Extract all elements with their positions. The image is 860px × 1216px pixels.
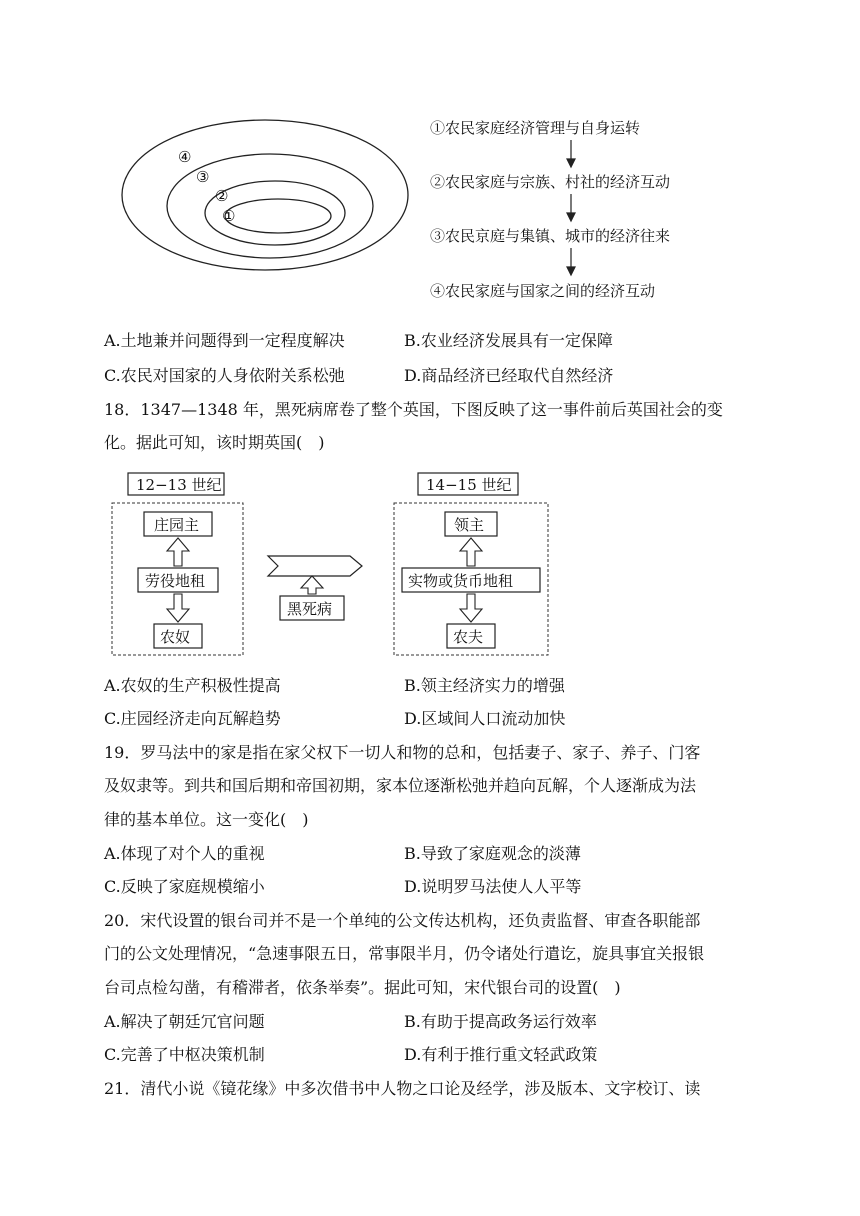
left-top-box: 庄园主 <box>154 516 200 534</box>
q18-figure <box>100 468 570 660</box>
middle-event-box: 黑死病 <box>287 600 333 618</box>
q17-figure <box>100 100 740 320</box>
left-mid-box: 劳役地租 <box>145 572 206 590</box>
q18-stem-line-2: 化。据此可知，该时期英国( ) <box>104 433 325 452</box>
flow-arrow-icon <box>567 140 575 167</box>
q18-option-c[interactable]: C.庄园经济走向瓦解趋势 <box>104 709 281 728</box>
ring-label-1: ① <box>222 207 236 225</box>
right-bottom-box: 农夫 <box>453 628 484 646</box>
arrow-up-icon <box>301 576 323 594</box>
left-bottom-box: 农奴 <box>160 628 191 646</box>
q17-option-a[interactable]: A.土地兼并问题得到一定程度解决 <box>104 331 345 350</box>
flow-step-2: ②农民家庭与宗族、村社的经济互动 <box>430 173 671 191</box>
flow-step-4: ④农民家庭与国家之间的经济互动 <box>430 282 656 300</box>
flow-arrow-icon <box>567 194 575 221</box>
left-period-label: 12−13 世纪 <box>136 476 222 494</box>
q21-stem-line-1: 21．清代小说《镜花缘》中多次借书中人物之口论及经学，涉及版本、文字校订、读 <box>104 1079 701 1098</box>
ring-label-3: ③ <box>196 168 210 186</box>
q19-stem-line-3: 律的基本单位。这一变化( ) <box>104 810 309 829</box>
q18-stem-line-1: 18．1347—1348 年，黑死病席卷了整个英国，下图反映了这一事件前后英国社会的变 <box>104 400 723 419</box>
q17-option-b[interactable]: B.农业经济发展具有一定保障 <box>404 331 613 350</box>
flow-step-1: ①农民家庭经济管理与自身运转 <box>430 119 641 137</box>
q19-option-c[interactable]: C.反映了家庭规模缩小 <box>104 877 265 896</box>
q20-stem-line-2: 门的公文处理情况，“急速事限五日，常事限半月，仍令诸处行遣讫，旋具事宜关报银 <box>104 944 705 963</box>
concentric-rings <box>122 120 408 270</box>
ring-label-2: ② <box>215 187 229 205</box>
q18-option-d[interactable]: D.区域间人口流动加快 <box>404 709 566 728</box>
arrow-down-icon <box>167 594 189 622</box>
ring-4 <box>122 120 408 270</box>
ring-1 <box>225 199 331 233</box>
flow-arrow-icon <box>567 248 575 275</box>
q19-stem-line-2: 及奴隶等。到共和国后期和帝国初期，家本位逐渐松弛并趋向瓦解，个人逐渐成为法 <box>104 776 697 795</box>
q20-stem-line-3: 台司点检勾凿，有稽滞者，依条举奏”。据此可知，宋代银台司的设置( ) <box>104 978 621 997</box>
right-top-box: 领主 <box>454 516 485 534</box>
q18-option-a[interactable]: A.农奴的生产积极性提高 <box>104 676 281 695</box>
q20-stem-line-1: 20．宋代设置的银台司并不是一个单纯的公文传达机构，还负责监督、审查各职能部 <box>104 911 701 930</box>
q17-option-d[interactable]: D.商品经济已经取代自然经济 <box>404 366 614 385</box>
flow-step-3: ③农民京庭与集镇、城市的经济往来 <box>430 227 671 245</box>
chevron-right-icon <box>268 556 362 576</box>
q19-option-a[interactable]: A.体现了对个人的重视 <box>104 844 265 863</box>
q20-option-d[interactable]: D.有利于推行重文轻武政策 <box>404 1045 598 1064</box>
q19-option-d[interactable]: D.说明罗马法使人人平等 <box>404 877 582 896</box>
arrow-up-icon <box>460 538 482 566</box>
right-mid-box: 实物或货币地租 <box>408 572 514 590</box>
q19-stem-line-1: 19．罗马法中的家是指在家父权下一切人和物的总和，包括妻子、家子、养子、门客 <box>104 743 701 762</box>
q19-option-b[interactable]: B.导致了家庭观念的淡薄 <box>404 844 581 863</box>
q20-option-c[interactable]: C.完善了中枢决策机制 <box>104 1045 265 1064</box>
arrow-up-icon <box>167 538 189 566</box>
q20-option-b[interactable]: B.有助于提高政务运行效率 <box>404 1012 597 1031</box>
right-period-label: 14−15 世纪 <box>426 476 512 494</box>
ring-label-4: ④ <box>178 148 192 166</box>
q18-option-b[interactable]: B.领主经济实力的增强 <box>404 676 565 695</box>
q20-option-a[interactable]: A.解决了朝廷冗官问题 <box>104 1012 265 1031</box>
q17-option-c[interactable]: C.农民对国家的人身依附关系松弛 <box>104 366 345 385</box>
arrow-down-icon <box>460 594 482 622</box>
